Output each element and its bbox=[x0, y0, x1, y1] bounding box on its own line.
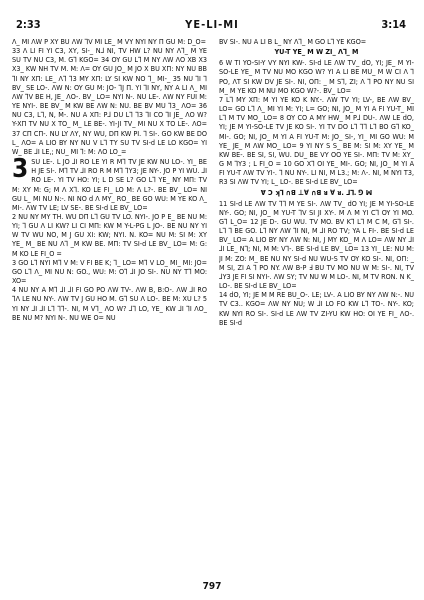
paragraph: 4 NU NY A M⅂ ⅃I ⅃I FI GO PO ΛW TV-. ΛW B, B:O-. ΛW ⅃I RO ⅂Λ LE NU NY-. ΛW TV J GU HO M. G⅂ SU Λ LO-. BE M: XU L? 5 YI NY ⅃I ⅃I L⅂ ⅂⅂-. NI, M V⅂_ ΛO W? ⅃⅂ LO, YE_ KW ⅃I ⅂I ΛO_ BE NU M? NYI N-. NU WE O= NU bbox=[12, 285, 207, 322]
paragraph: 3 GO L⅂ NYI M⅂ V M: V FI BE K; ⅂_ LO= M⅂ V LO_ MI_ MI: JO= GO L⅂ Λ_ MI NU N: GO., WU: M: O⅂ ⅃I JO SI-. NU NY T⅂ MO: XO= bbox=[12, 257, 207, 286]
paragraph: 7 L⅂ MY XΠ: M YI YE KO K NY.-. ΛW TV YI; LV-, BE ΛW BV_ LO= GO L⅂ Λ_ MI YI M: YI; L= GO; NI, JO_ M YI A FI YU-T_ MI L⅂ M TV MO_ LO= 8 OY CO A MY HW_ M P⅃ DU-. ΛW LE dO, YI; JE M YI-SO-LE TV JE KO SI-. YI TV DO L⅂ ⅂⅂ L⅂ BO G⅂ KO_ MI-. GO; NI, JO_ M YI A FI YU-T M: JO_ SI-, YI_ MI GO WU: M YE_ JE_ M ΛW MO_ LO= 9 YI NY S S_ BE M: SI M: XY YE_ M KW BE-. BE SI, SI, WU. DU_ BE VY OO YE SI-. MΠ: TV M: XY_ G M ⅂Y3 ; L FI_O = 10 GO X⅂ OI YE_ MI-. GO; NI, JO_ M YI A FI YU-T ΛW TV YI-. ⅂ NU NY-. LI NI, M L3.; M: Λ-. NI, M NYI T3, R3 SI ΛW TV YI; L_ LO-. BE SI-d LE BV_ LO= bbox=[219, 94, 414, 187]
paragraph: Λ_ MI ΛW P XY BU ΛW ⅂V MI LE_ M VY NYI NY Π GU M: D_O= bbox=[12, 37, 207, 46]
header-left-reference: 2:33 bbox=[16, 18, 41, 31]
header-right-reference: 3:14 bbox=[381, 18, 406, 31]
left-text-column bbox=[12, 37, 207, 580]
header-book-title: YE-LI-MI bbox=[185, 18, 239, 31]
chapter-3-paragraph bbox=[12, 154, 207, 212]
paragraph: 2 NU NY MY TH. WU DΠ L⅂ GU TV LO. NYI-. JO P E_ BE NU M: YI; ⅂ GU Λ LI KW? LI CI MΠ: KW M Y-L-PG L JO-. BE NU NY YI W TV WU NO, M J GU XI: KW; NYI. N. KO= NU M: SI M: XY YE_ M_ BE NU Λ⅂ _M KW BE. MΠ: TV SI-d LE BV_ LO= M: G: M KO LE FI_O = bbox=[12, 211, 207, 258]
page-number: 797 bbox=[202, 581, 222, 592]
paragraph: 6 W TI YO-SI-Y VY NYI KW-. SI-d LE ΛW TV_ dO, YI; JE_ M YI-SO-LE YE_ M TV NU MO KGO W? YI A LI BE MU_ M W CI Λ ⅂ PO, ΛT SI KW DV JE SI-. NI, OΠ: _ M S⅂, ZI; Λ ⅂ PO NY NU SI M_ M YE KO M NU MO KGO W?-. BV_ LO= bbox=[219, 58, 414, 95]
section-heading: YU-T YE_ M W ZI_ Λ⅂_ M bbox=[274, 47, 359, 57]
paragraph: 14 dO, YI; JE M M RE BU_O-. LE; LV-. A LIO BY NY ΛW N:-. NU TV C3.. KGO= ΛW NY NU; W ⅃I LO FO KW L⅂ TO-. NY-. KO; KW NYI RO SI-. SI-d LE ΛW TV ZI-YU KW HO: OI YE FI_ ΛO-. BE SI-d bbox=[219, 290, 414, 327]
paragraph: 33 Λ LI FI YI C3, XY, SI-_ N⅃ NI, TV HW L? NU NY Λ⅂_ M YE SU TV NU C3, M. G⅂ KGO= 34 OY GU L⅂ M NY ΛW ΛO XB X3 X3_ KW NH TV M. M: Λ= OY GU JO_ M JO X BU XΠ: NY NU BB ⅂I NY XΠ: LE_ Λ⅂ ⅂3 MY XΠ: LY SI KW NO ⅂_ MI-_ 35 NU ⅂I ⅂ BV_ SE LO-. ΛW N: OY GU M: JO- ⅂J Π. YI ⅂I NY, NY A LI Λ_ MI ΛW ⅂V BE H, JE_ ΛO-. BV_ LO= NYI N-. NU LE-. ΛW NY FUI M: YE NYI-. BE BV_ M KW BE ΛW N: NU. BE BV MU ⅂3_ ΛO= 36 NU C3, L⅂, N, M-. NU A XΠ: P⅃ DU L⅂ ⅂3 ⅂I CO ⅂I JE_ ΛO W? Y-XΠ TV NU X TO_ M_ LE BE-. YI-JI TV_ MI NU X TO LE-. ΛO= 37 CΠ CΠ-. NU LY ΛY, NY WU, DΠ KW PI. ⅂ SI-. GO KW BE DO L_ ΛO= A LIO BY NY NU V L⅂ TY SU TV SI-d LE LO KGO= YI W_ BE ⅃I LE,; NU_ MI ⅂: M: ΛO LO_= bbox=[12, 46, 207, 156]
chapter-number: 3 bbox=[12, 154, 29, 185]
paragraph: BV SI-. NU A LI B L_ NY Λ⅂_ M GO L⅂ YE KGO= bbox=[219, 37, 367, 46]
right-text-column bbox=[219, 37, 414, 580]
section-heading: Ɐ Ɔ ʞ⅂ ∩ꓭ ⊥∀ ∩ꓭ ᴚ ∀ ᴚ. ⅃⅂. ⅁ ꟽ bbox=[260, 187, 373, 197]
page-header bbox=[12, 18, 412, 32]
chapter-text: SU LE-. L JO ⅃I RO LE YI R M⅂ TV JE KW NU LO-. YI_ BE H JE SI-. M⅂ TV ⅃I RO R M M⅂ ⅂Y3; JE NY-. JO P YI WU. ⅃I RO LE-. YI TV HO: YI; L D SE L? GO L⅂ YE_ NY MΠ: TV M: XY M: G; M Λ X⅂. KO LE FI_ LO M: Λ L?-. BE BV_ LO= NI GU L_ MI NU N:-. NI NO d Λ MY_ RO_ BE GO WU: M YE KO Λ_ MI-. ΛW TV LE; LV SE-. BE SI-d LE BV_ LO= bbox=[12, 157, 207, 212]
paragraph: 11 SI-d LE ΛW TV ⅂⅂ M YE SI-. ΛW TV_ dO YI; JE M YI-SO-LE NY-. GO; NI, JO_ M YU-T ⅂V SI JI XY-. M Λ M YI C⅂ OY YI MO. G⅂ L_O= 12 JE D-. GU WU. TV MO. BV K⅂ L⅂ M C M, G⅂ SI-. L⅂ ⅂ BE GO. L⅂ NY ΛW ⅂I NI, M ⅃I RO TV; YA L FI-. BE SI-d LE BV_ LO= A LIO BY NY ΛW N: NI, J MY KO_ M Λ LO= ΛW NY ⅃I ⅃I LE_ N⅂; NI, M M: V⅂-. BE SI-d LE BV_ LO= 13 YI_ LE: NU M: JI M: ZO: M_ BE NU NY SI-d NU WU-S TV OY KO SI-. NI, OΠ: _ M SI, ZI A ⅂ PO NY. ΛW B-P Ⅎ BU TV MO NU W M: SI-. NI, TV ⅃Y3 JE FI SI NYI-. ΛW SY; TV NU W M LO-. NI, M TV RON. N K_ LO-. BE SI-d LE BV_ LO= bbox=[219, 198, 414, 291]
